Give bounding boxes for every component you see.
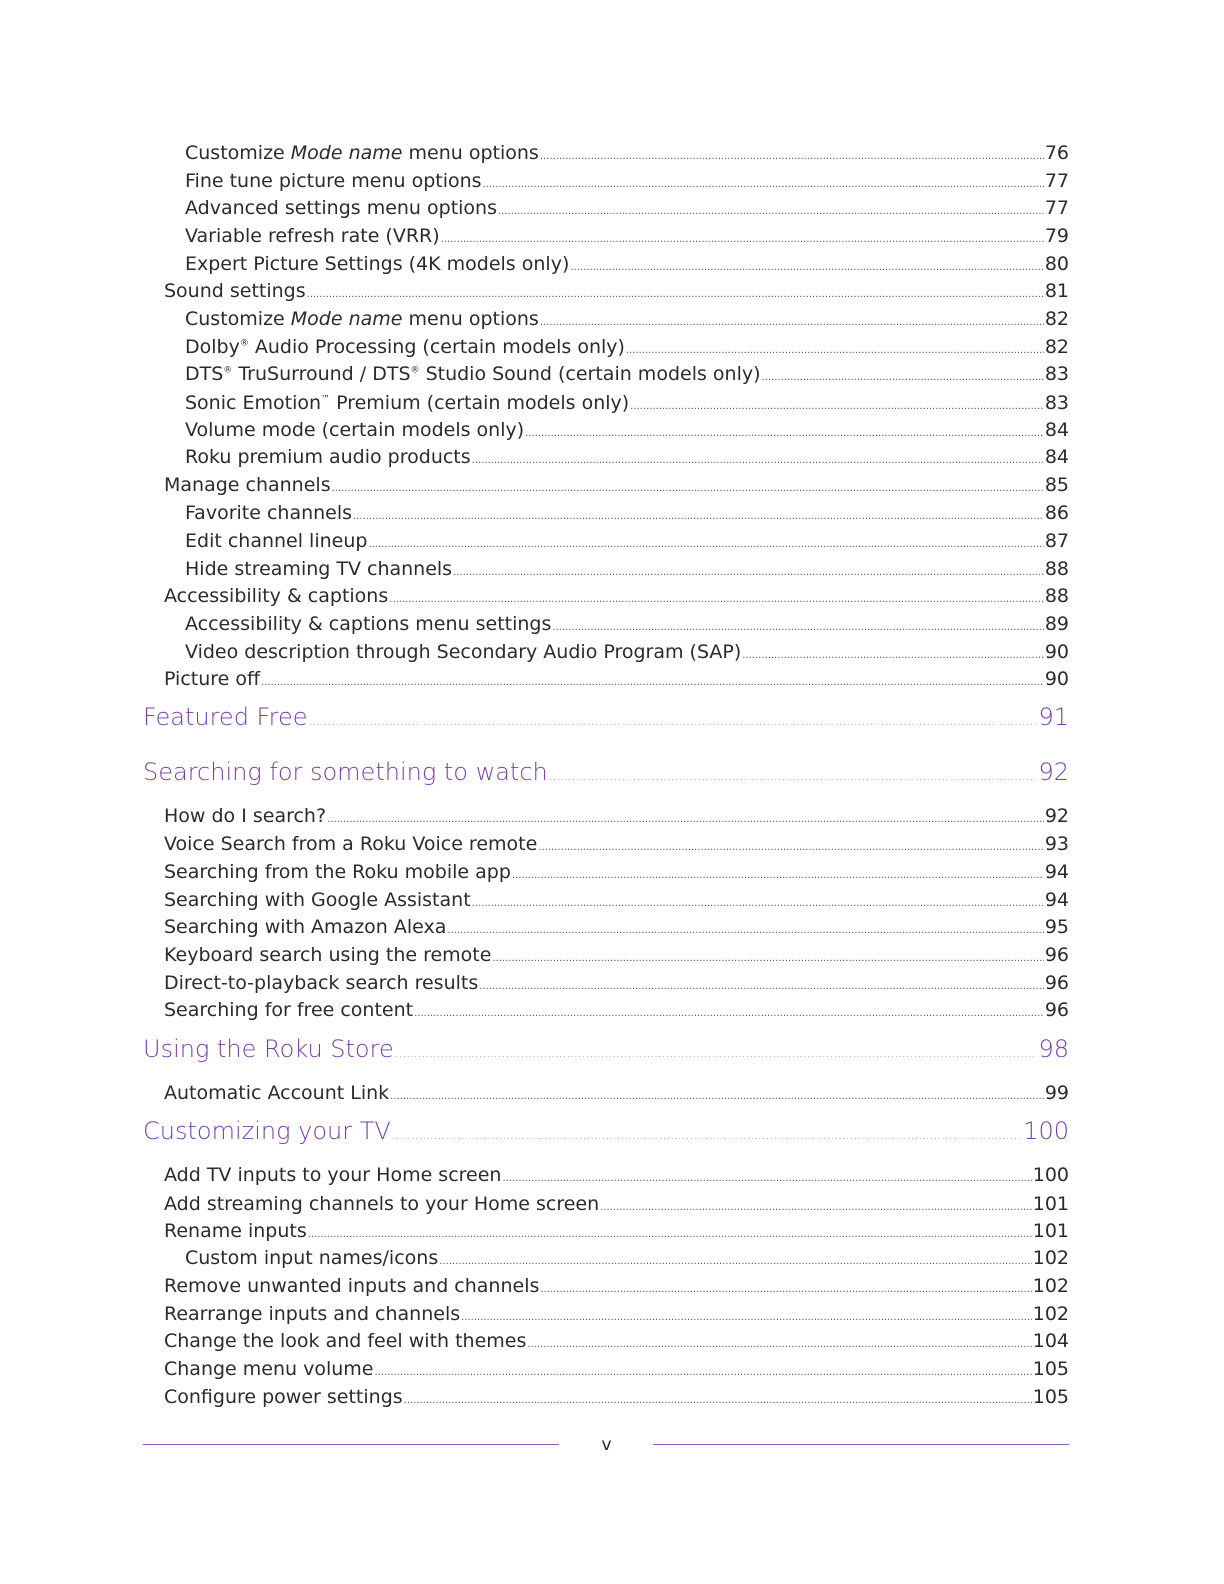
toc-entry-page: 101 [1032,1193,1069,1215]
toc-leader-dots [353,511,1044,522]
toc-entry-page: 101 [1032,1220,1069,1242]
toc-leader-dots [742,650,1044,661]
toc-entry-title: Rename inputs [164,1220,307,1242]
toc-entry-page: 83 [1044,392,1069,414]
toc-entry-page: 94 [1044,889,1069,911]
toc-leader-dots [540,151,1044,162]
toc-entry-title: Using the Roku Store [143,1035,394,1063]
toc-entry-title: Searching with Amazon Alexa [164,916,447,938]
toc-entry-title: Edit channel lineup [185,530,368,552]
toc-entry-page: 104 [1032,1330,1069,1352]
toc-entry-page: 77 [1044,197,1069,219]
toc-leader-dots [552,622,1043,633]
toc-entry-title: DTS® TruSurround / DTS® Studio Sound (certain models only) [185,363,761,385]
toc-entry-title: Expert Picture Settings (4K models only) [185,253,570,275]
toc-leader-dots [389,594,1044,605]
toc-leader-dots [414,1008,1044,1019]
toc-entry-title: Change the look and feel with themes [164,1330,527,1352]
toc-entry-page: 100 [1023,1117,1069,1145]
toc-leader-dots [600,1202,1032,1213]
toc-entry-page: 96 [1044,999,1069,1021]
toc-entry-title: Picture off [164,668,261,690]
toc-leader-dots [762,372,1044,383]
toc-leader-dots [461,1312,1032,1323]
toc-leader-dots [453,567,1044,578]
toc-leader-dots [261,677,1044,688]
toc-entry-page: 82 [1044,336,1069,358]
toc-leader-dots [307,289,1044,300]
toc-entry-title: Advanced settings menu options [185,197,497,219]
toc-entry-title: Searching for free content [164,999,414,1021]
toc-entry-title: Sound settings [164,280,306,302]
toc-entry-title: Volume mode (certain models only) [185,419,525,441]
toc-entry-page: 80 [1044,253,1069,275]
toc-entry-page: 102 [1032,1303,1069,1325]
toc-leader-dots [368,539,1043,550]
toc-entry-title: Favorite channels [185,502,353,524]
toc-entry-title: Voice Search from a Roku Voice remote [164,833,538,855]
toc-entry-page: 95 [1044,916,1069,938]
toc-entry-title: Change menu volume [164,1358,374,1380]
toc-entry-title: Customize Mode name menu options [185,308,539,330]
toc-entry-title: Accessibility & captions [164,585,389,607]
toc-entry-page: 90 [1044,668,1069,690]
toc-entry-page: 105 [1032,1386,1069,1408]
toc-leader-dots [404,1395,1032,1406]
footer-rule-left [143,1444,559,1445]
toc-leader-dots [479,981,1044,992]
toc-entry-page: 79 [1044,225,1069,247]
toc-entry-title: Dolby® Audio Processing (certain models only) [185,336,625,358]
toc-entry-title: Add TV inputs to your Home screen [164,1164,502,1186]
footer-rule-right [653,1444,1069,1445]
toc-entry-page: 100 [1032,1164,1069,1186]
toc-entry-title: Remove unwanted inputs and channels [164,1275,540,1297]
toc-entry-title: Variable refresh rate (VRR) [185,225,440,247]
toc-entry-page: 87 [1044,530,1069,552]
toc-entry-page: 92 [1044,805,1069,827]
toc-leader-dots [527,1339,1031,1350]
toc-entry-page: 91 [1038,703,1069,731]
toc-leader-dots [375,1367,1032,1378]
toc-leader-dots [502,1173,1031,1184]
toc-entry-title: Searching from the Roku mobile app [164,861,511,883]
toc-entry-page: 96 [1044,944,1069,966]
toc-leader-dots [540,1284,1031,1295]
toc-entry-page: 84 [1044,446,1069,468]
toc-entry-title: Direct-to-playback search results [164,972,479,994]
toc-leader-dots [525,428,1044,439]
page-number: v [601,1435,612,1455]
toc-entry-title: Roku premium audio products [185,446,471,468]
toc-leader-dots [308,714,1037,728]
toc-entry-page: 88 [1044,558,1069,580]
toc-entry-page: 84 [1044,419,1069,441]
toc-entry-page: 76 [1044,142,1069,164]
toc-entry-page: 92 [1038,758,1069,786]
toc-leader-dots [327,814,1044,825]
toc-entry-page: 86 [1044,502,1069,524]
toc-entry-title: Automatic Account Link [164,1082,390,1104]
toc-leader-dots [549,769,1038,783]
toc-entry-page: 105 [1032,1358,1069,1380]
toc-entry-title: Sonic Emotion™ Premium (certain models only) [185,392,630,414]
toc-entry-title: Rearrange inputs and channels [164,1303,461,1325]
toc-leader-dots [630,401,1044,412]
toc-leader-dots [447,925,1043,936]
toc-entry-page: 94 [1044,861,1069,883]
toc-leader-dots [570,262,1043,273]
toc-entry-title: Customize Mode name menu options [185,142,539,164]
toc-entry-title: Fine tune picture menu options [185,170,482,192]
toc-entry-page: 81 [1044,280,1069,302]
toc-leader-dots [512,870,1044,881]
toc-leader-dots [308,1229,1032,1240]
toc-entry-page: 77 [1044,170,1069,192]
toc-leader-dots [395,1046,1038,1060]
toc-entry-title: How do I search? [164,805,327,827]
toc-leader-dots [498,206,1044,217]
toc-leader-dots [538,842,1044,853]
toc-entry-page: 102 [1032,1247,1069,1269]
toc-entry-page: 102 [1032,1275,1069,1297]
toc-entry-page: 90 [1044,641,1069,663]
toc-entry-page: 96 [1044,972,1069,994]
toc-entry-title: Add streaming channels to your Home screen [164,1193,600,1215]
toc-entry-page: 99 [1044,1082,1069,1104]
toc-leader-dots [492,953,1043,964]
toc-entry-page: 89 [1044,613,1069,635]
toc-entry-title: Searching for something to watch [143,758,548,786]
toc-leader-dots [390,1091,1044,1102]
toc-entry-title: Keyboard search using the remote [164,944,492,966]
toc-entry-title: Manage channels [164,474,331,496]
toc-entry-page: 83 [1044,363,1069,385]
toc-leader-dots [472,898,1044,909]
toc-entry-title: Video description through Secondary Audio Program (SAP) [185,641,742,663]
toc-entry-title: Featured Free [143,703,308,731]
toc-entry-page: 98 [1038,1035,1069,1063]
toc-leader-dots [441,234,1044,245]
toc-leader-dots [472,455,1044,466]
toc-entry-title: Customizing your TV [143,1117,391,1145]
toc-leader-dots [540,317,1044,328]
toc-entry-page: 85 [1044,474,1069,496]
toc-entry-title: Accessibility & captions menu settings [185,613,552,635]
toc-leader-dots [626,345,1044,356]
toc-entry-page: 82 [1044,308,1069,330]
toc-entry-title: Configure power settings [164,1386,403,1408]
toc-entry-title: Hide streaming TV channels [185,558,453,580]
toc-leader-dots [392,1128,1022,1142]
toc-leader-dots [332,483,1044,494]
toc-leader-dots [439,1256,1032,1267]
toc-entry-page: 88 [1044,585,1069,607]
toc-entry-title: Searching with Google Assistant [164,889,471,911]
toc-entry-title: Custom input names/icons [185,1247,439,1269]
toc-leader-dots [483,179,1044,190]
toc-entry-page: 93 [1044,833,1069,855]
